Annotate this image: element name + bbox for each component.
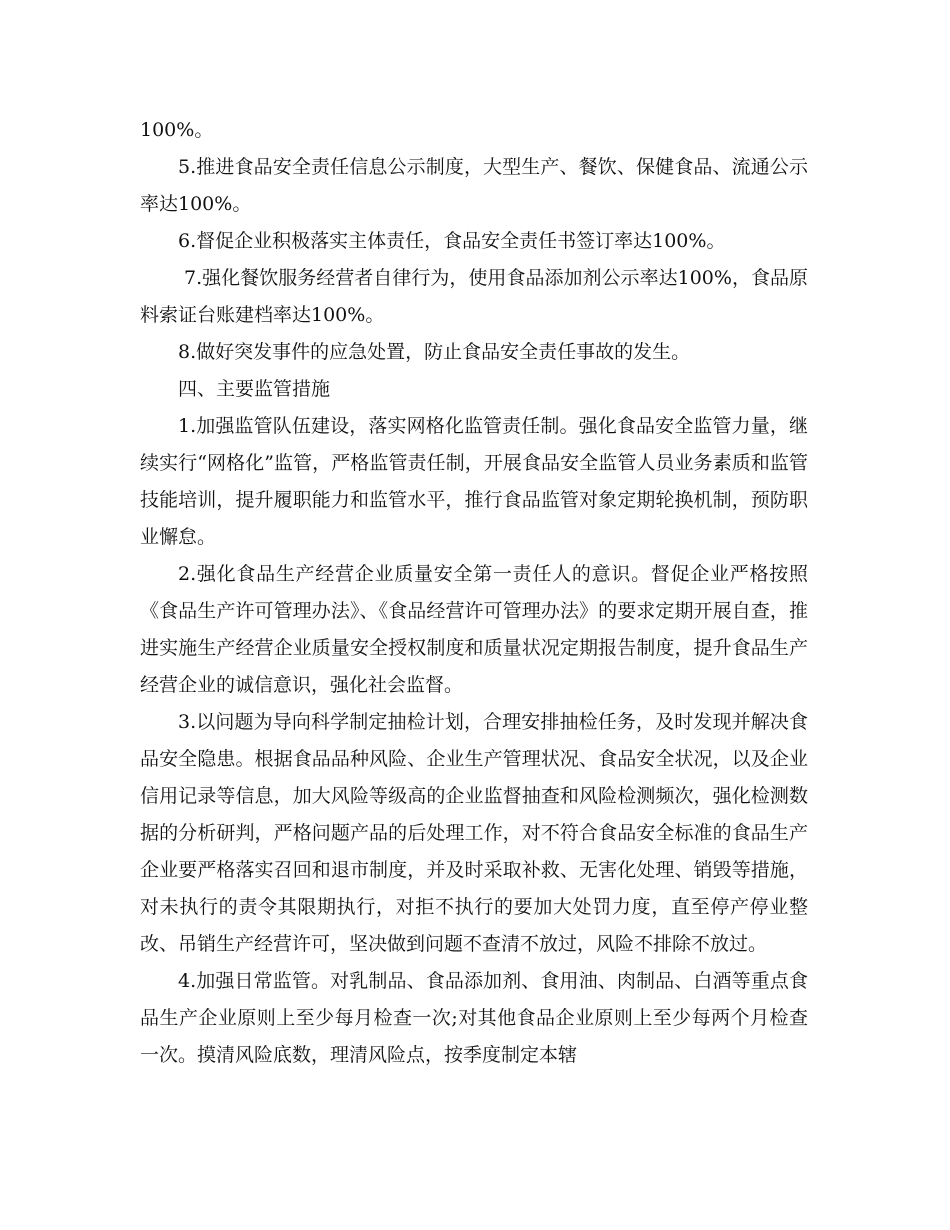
paragraph-item-8: 8.做好突发事件的应急处置，防止食品安全责任事故的发生。 <box>178 341 691 363</box>
paragraph-measure-3: 3.以问题为导向科学制定抽检计划，合理安排抽检任务，及时发现并解决食品安全隐患。根据食品品种风险、企业生产管理状况、食品安全状况，以及企业信用记录等信息，加大风险等级高的企业监督抽查和风险检测频次，强化检测数据的分析研判，严格问题产品的后处理工作，对不符合食品安全标准的食品生产企业要严格落实召回和退市制度，并及时采取补救、无害化处理、销毁等措施，对未执行的责令其限期执行，对拒不执行的要加大处罚力度，直至停产停业整改、吊销生产经营许可，坚决做到问题不查清不放过，风险不排除不放过。 <box>140 711 808 955</box>
document-body <box>140 112 808 1074</box>
paragraph-item-6: 6.督促企业积极落实主体责任，食品安全责任书签订率达100%。 <box>178 230 726 252</box>
paragraph-item-5: 5.推进食品安全责任信息公示制度，大型生产、餐饮、保健食品、流通公示率达100%。 <box>140 156 808 215</box>
paragraph-item-7: 7.强化餐饮服务经营者自律行为，使用食品添加剂公示率达100%，食品原料索证台账建档率达100%。 <box>140 267 808 326</box>
paragraph-measure-1: 1.加强监管队伍建设，落实网格化监管责任制。强化食品安全监管力量，继续实行“网格化”监管，严格监管责任制，开展食品安全监管人员业务素质和监管技能培训，提升履职能力和监管水平，推行食品监管对象定期轮换机制，预防职业懈怠。 <box>140 415 808 548</box>
paragraph-measure-2: 2.强化食品生产经营企业质量安全第一责任人的意识。督促企业严格按照《食品生产许可管理办法》、《食品经营许可管理办法》的要求定期开展自查，推进实施生产经营企业质量安全授权制度和质量状况定期报告制度，提升食品生产经营企业的诚信意识，强化社会监督。 <box>140 563 808 696</box>
paragraph-measure-4: 4.加强日常监管。对乳制品、食品添加剂、食用油、肉制品、白酒等重点食品生产企业原则上至少每月检查一次;对其他食品企业原则上至少每两个月检查一次。摸清风险底数，理清风险点，按季度制定本辖 <box>140 970 808 1066</box>
section-heading: 四、主要监管措施 <box>178 378 331 400</box>
paragraph-continuation: 100%。 <box>140 119 214 141</box>
